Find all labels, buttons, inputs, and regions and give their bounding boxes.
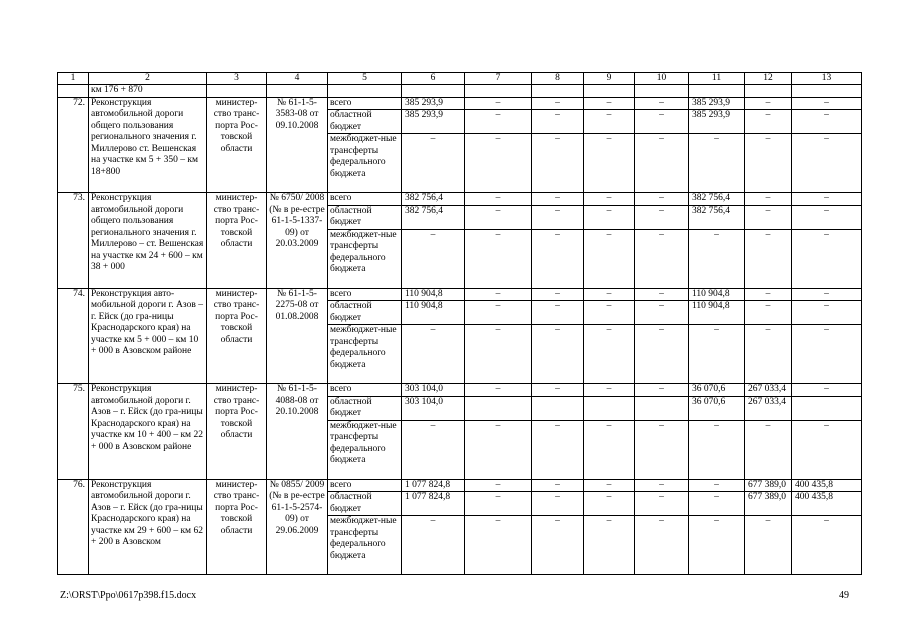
funding-source-label: межбюджет-ные трансферты федерального бюджета — [328, 229, 402, 288]
value-cell-col-7: – — [465, 325, 532, 384]
value-cell-col-12: 677 389,0 — [745, 479, 792, 492]
object-name: Реконструкция автомобильной дороги общего пользования регионального значения г. Миллерово ст. Вешенская на участке км 5 + 350 – км 18+800 — [89, 97, 207, 193]
value-cell-col-11: – — [689, 492, 745, 516]
value-cell-col-10 — [635, 396, 689, 420]
value-cell-col-7: – — [465, 384, 532, 397]
value-cell-col-12: 267 033,4 — [745, 396, 792, 420]
investment-table — [57, 72, 862, 575]
carry-over-cell — [402, 85, 465, 98]
value-cell-col-13: – — [792, 193, 862, 206]
value-cell-col-11: 385 293,9 — [689, 97, 745, 110]
value-cell-col-9: – — [584, 288, 635, 301]
object-name: Реконструкция авто-мобильной дороги г. Азов – г. Ейск (до гра-ницы Краснодарского края) на участке км 5 + 000 – км 10 + 000 в Азовском районе — [89, 288, 207, 384]
responsible-org: министер-ство транс-порта Рос-товской области — [207, 479, 267, 575]
row-number: 72. — [58, 97, 89, 193]
value-cell-col-8: – — [532, 516, 584, 575]
value-cell-col-12: – — [745, 110, 792, 134]
approval-document: № 6750/ 2008 (№ в ре-естре 61-1-5-1337-09) от 20.03.2009 — [267, 193, 328, 289]
value-cell-col-6: 1 077 824,8 — [402, 479, 465, 492]
value-cell-col-12: 677 389,0 — [745, 492, 792, 516]
value-cell-col-11: 382 756,4 — [689, 193, 745, 206]
value-cell-col-8: – — [532, 110, 584, 134]
funding-source-label: межбюджет-ные трансферты федерального бюджета — [328, 420, 402, 479]
carry-over-cell — [267, 85, 328, 98]
carry-over-cell — [745, 85, 792, 98]
value-cell-col-7: – — [465, 229, 532, 288]
row-number: 73. — [58, 193, 89, 289]
value-cell-col-9: – — [584, 325, 635, 384]
value-cell-col-7: – — [465, 479, 532, 492]
value-cell-col-11: 110 904,8 — [689, 301, 745, 325]
carry-over-cell — [689, 85, 745, 98]
value-cell-col-13: – — [792, 205, 862, 229]
table-row — [58, 193, 862, 206]
value-cell-col-13: – — [792, 229, 862, 288]
value-cell-col-12: – — [745, 420, 792, 479]
document-table-container — [57, 72, 861, 575]
value-cell-col-9: – — [584, 479, 635, 492]
value-cell-col-11: – — [689, 229, 745, 288]
carry-over-cell: км 176 + 870 — [89, 85, 207, 98]
value-cell-col-6: 110 904,8 — [402, 288, 465, 301]
funding-source-label: областной бюджет — [328, 205, 402, 229]
value-cell-col-11: 382 756,4 — [689, 205, 745, 229]
value-cell-col-11: – — [689, 325, 745, 384]
funding-source-label: межбюджет-ные трансферты федерального бюджета — [328, 325, 402, 384]
row-number: 74. — [58, 288, 89, 384]
value-cell-col-6: – — [402, 229, 465, 288]
value-cell-col-13: – — [792, 516, 862, 575]
value-cell-col-12: – — [745, 134, 792, 193]
object-name: Реконструкция автомобильной дороги общего пользования регионального значения г. Миллерово – ст. Вешенская на участке км 24 + 600 – км 38 + 000 — [89, 193, 207, 289]
value-cell-col-9: – — [584, 97, 635, 110]
value-cell-col-10: – — [635, 384, 689, 397]
funding-source-label: всего — [328, 97, 402, 110]
value-cell-col-10: – — [635, 301, 689, 325]
column-header-11: 11 — [689, 73, 745, 85]
funding-source-label: межбюджет-ные трансферты федерального бюджета — [328, 516, 402, 575]
value-cell-col-8: – — [532, 420, 584, 479]
carry-over-cell — [792, 85, 862, 98]
value-cell-col-9: – — [584, 229, 635, 288]
value-cell-col-11: – — [689, 420, 745, 479]
value-cell-col-8: – — [532, 301, 584, 325]
value-cell-col-10: – — [635, 288, 689, 301]
table-body — [58, 73, 862, 575]
value-cell-col-7: – — [465, 110, 532, 134]
value-cell-col-9: – — [584, 301, 635, 325]
responsible-org: министер-ство транс-порта Рос-товской области — [207, 288, 267, 384]
value-cell-col-13: – — [792, 110, 862, 134]
value-cell-col-12: – — [745, 516, 792, 575]
value-cell-col-10: – — [635, 325, 689, 384]
value-cell-col-11: – — [689, 134, 745, 193]
value-cell-col-7: – — [465, 134, 532, 193]
column-header-8: 8 — [532, 73, 584, 85]
value-cell-col-10: – — [635, 229, 689, 288]
value-cell-col-9 — [584, 396, 635, 420]
value-cell-col-13: – — [792, 325, 862, 384]
value-cell-col-8: – — [532, 205, 584, 229]
carry-over-cell — [328, 85, 402, 98]
value-cell-col-13: – — [792, 97, 862, 110]
table-row — [58, 288, 862, 301]
value-cell-col-8: – — [532, 492, 584, 516]
row-number: 76. — [58, 479, 89, 575]
value-cell-col-7: – — [465, 420, 532, 479]
value-cell-col-9: – — [584, 110, 635, 134]
value-cell-col-12: – — [745, 229, 792, 288]
carry-over-cell — [532, 85, 584, 98]
value-cell-col-10: – — [635, 134, 689, 193]
value-cell-col-10: – — [635, 479, 689, 492]
value-cell-col-7: – — [465, 205, 532, 229]
row-number: 75. — [58, 384, 89, 480]
carry-over-cell — [635, 85, 689, 98]
column-header-3: 3 — [207, 73, 267, 85]
value-cell-col-7: – — [465, 193, 532, 206]
value-cell-col-6: 110 904,8 — [402, 301, 465, 325]
object-name: Реконструкция автомобильной дороги г. Азов – г. Ейск (до гра-ницы Краснодарского края) на участке км 29 + 600 – км 62 + 200 в Азовском — [89, 479, 207, 575]
value-cell-col-10: – — [635, 492, 689, 516]
value-cell-col-10: – — [635, 205, 689, 229]
value-cell-col-8: – — [532, 97, 584, 110]
funding-source-label: всего — [328, 479, 402, 492]
value-cell-col-9: – — [584, 516, 635, 575]
value-cell-col-13: – — [792, 288, 862, 301]
column-header-9: 9 — [584, 73, 635, 85]
value-cell-col-13: – — [792, 420, 862, 479]
carry-over-cell — [465, 85, 532, 98]
value-cell-col-7: – — [465, 301, 532, 325]
value-cell-col-11: – — [689, 516, 745, 575]
value-cell-col-7: – — [465, 516, 532, 575]
column-header-5: 5 — [328, 73, 402, 85]
responsible-org: министер-ство транс-порта Рос-товской области — [207, 193, 267, 289]
value-cell-col-13: 400 435,8 — [792, 492, 862, 516]
column-header-13: 13 — [792, 73, 862, 85]
header-row — [58, 73, 862, 85]
column-header-10: 10 — [635, 73, 689, 85]
approval-document: № 61-1-5-2275-08 от 01.08.2008 — [267, 288, 328, 384]
column-header-12: 12 — [745, 73, 792, 85]
value-cell-col-6: – — [402, 420, 465, 479]
column-header-2: 2 — [89, 73, 207, 85]
carry-over-cell — [58, 85, 89, 98]
value-cell-col-11: 36 070,6 — [689, 396, 745, 420]
value-cell-col-13: – — [792, 134, 862, 193]
funding-source-label: всего — [328, 384, 402, 397]
value-cell-col-9: – — [584, 384, 635, 397]
footer-page-number: 49 — [839, 590, 849, 601]
value-cell-col-6: 303 104,0 — [402, 396, 465, 420]
value-cell-col-12: – — [745, 193, 792, 206]
funding-source-label: областной бюджет — [328, 301, 402, 325]
footer-file-path: Z:\ORST\Ppo\0617p398.f15.docx — [60, 590, 197, 601]
object-name: Реконструкция автомобильной дороги г. Азов – г. Ейск (до гра-ницы Краснодарского края) на участке км 10 + 400 – км 22 + 000 в Азовском районе — [89, 384, 207, 480]
value-cell-col-12: – — [745, 97, 792, 110]
column-header-1: 1 — [58, 73, 89, 85]
funding-source-label: всего — [328, 288, 402, 301]
column-header-7: 7 — [465, 73, 532, 85]
value-cell-col-13: 400 435,8 — [792, 479, 862, 492]
value-cell-col-6: 303 104,0 — [402, 384, 465, 397]
value-cell-col-8: – — [532, 193, 584, 206]
value-cell-col-11: 110 904,8 — [689, 288, 745, 301]
carry-over-cell — [207, 85, 267, 98]
value-cell-col-6: – — [402, 325, 465, 384]
value-cell-col-12: – — [745, 325, 792, 384]
value-cell-col-9: – — [584, 193, 635, 206]
value-cell-col-10: – — [635, 193, 689, 206]
value-cell-col-6: – — [402, 134, 465, 193]
value-cell-col-6: 1 077 824,8 — [402, 492, 465, 516]
value-cell-col-8: – — [532, 384, 584, 397]
value-cell-col-6: 385 293,9 — [402, 110, 465, 134]
table-row — [58, 384, 862, 397]
approval-document: № 0855/ 2009 (№ в ре-естре 61-1-5-2574-09) от 29.06.2009 — [267, 479, 328, 575]
carry-over-row — [58, 85, 862, 98]
responsible-org: министер-ство транс-порта Рос-товской области — [207, 384, 267, 480]
value-cell-col-7 — [465, 396, 532, 420]
responsible-org: министер-ство транс-порта Рос-товской области — [207, 97, 267, 193]
funding-source-label: областной бюджет — [328, 492, 402, 516]
value-cell-col-7: – — [465, 288, 532, 301]
value-cell-col-8: – — [532, 134, 584, 193]
column-header-4: 4 — [267, 73, 328, 85]
approval-document: № 61-1-5-3583-08 от 09.10.2008 — [267, 97, 328, 193]
value-cell-col-8: – — [532, 325, 584, 384]
value-cell-col-8: – — [532, 229, 584, 288]
funding-source-label: областной бюджет — [328, 110, 402, 134]
value-cell-col-13: – — [792, 301, 862, 325]
value-cell-col-9: – — [584, 134, 635, 193]
value-cell-col-6: 382 756,4 — [402, 205, 465, 229]
value-cell-col-10: – — [635, 420, 689, 479]
value-cell-col-6: 382 756,4 — [402, 193, 465, 206]
value-cell-col-8: – — [532, 479, 584, 492]
value-cell-col-11: 385 293,9 — [689, 110, 745, 134]
value-cell-col-10: – — [635, 97, 689, 110]
approval-document: № 61-1-5-4088-08 от 20.10.2008 — [267, 384, 328, 480]
value-cell-col-7: – — [465, 492, 532, 516]
value-cell-col-12: – — [745, 288, 792, 301]
value-cell-col-6: – — [402, 516, 465, 575]
value-cell-col-9: – — [584, 492, 635, 516]
value-cell-col-6: 385 293,9 — [402, 97, 465, 110]
value-cell-col-7: – — [465, 97, 532, 110]
table-row — [58, 97, 862, 110]
value-cell-col-9: – — [584, 420, 635, 479]
value-cell-col-12: – — [745, 205, 792, 229]
funding-source-label: областной бюджет — [328, 396, 402, 420]
funding-source-label: межбюджет-ные трансферты федерального бюджета — [328, 134, 402, 193]
table-row — [58, 479, 862, 492]
value-cell-col-12: – — [745, 301, 792, 325]
value-cell-col-11: – — [689, 479, 745, 492]
funding-source-label: всего — [328, 193, 402, 206]
column-header-6: 6 — [402, 73, 465, 85]
value-cell-col-8 — [532, 396, 584, 420]
value-cell-col-13 — [792, 396, 862, 420]
carry-over-cell — [584, 85, 635, 98]
value-cell-col-11: 36 070,6 — [689, 384, 745, 397]
value-cell-col-10: – — [635, 516, 689, 575]
value-cell-col-13: – — [792, 384, 862, 397]
value-cell-col-10: – — [635, 110, 689, 134]
value-cell-col-9: – — [584, 205, 635, 229]
value-cell-col-12: 267 033,4 — [745, 384, 792, 397]
value-cell-col-8: – — [532, 288, 584, 301]
